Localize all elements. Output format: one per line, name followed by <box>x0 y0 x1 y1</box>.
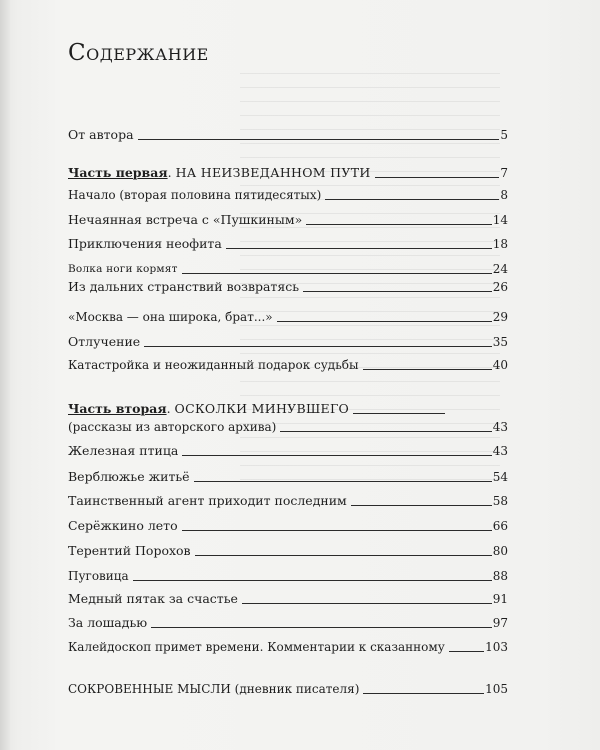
toc-entry-label: Катастройка и неожиданный подарок судьбы <box>68 358 359 372</box>
toc-page-number: 5 <box>500 128 508 142</box>
toc-entry-label: Отлучение <box>68 334 141 349</box>
toc-entry-label: Калейдоскоп примет времени. Комментарии к сказанному <box>68 640 445 654</box>
toc-entry[interactable] <box>68 490 508 508</box>
toc-entry-label: Нечаянная встреча с «Пушкиным» <box>68 212 303 227</box>
toc-entry[interactable] <box>68 466 508 484</box>
page-binding-shadow <box>0 0 10 750</box>
toc-entry[interactable] <box>68 276 508 294</box>
toc-entry[interactable] <box>68 416 508 434</box>
dot-leader <box>194 480 492 482</box>
toc-page-number: 80 <box>492 544 508 558</box>
part-title: НА НЕИЗВЕДАННОМ ПУТИ <box>175 165 371 180</box>
dot-leader <box>351 504 492 506</box>
toc-entry[interactable] <box>68 440 508 458</box>
toc-part-heading[interactable]: Часть первая. НА НЕИЗВЕДАННОМ ПУТИ 7 <box>68 165 508 180</box>
toc-entry-label: Таинственный агент приходит последним <box>68 493 347 508</box>
dot-leader <box>226 247 492 249</box>
toc-entry-label: Железная птица <box>68 443 179 458</box>
dot-leader <box>375 176 500 178</box>
underline-rule <box>353 412 445 414</box>
dot-leader <box>242 602 492 604</box>
dot-leader <box>277 320 492 322</box>
toc-entry-label: Серёжкино лето <box>68 518 178 533</box>
dot-leader <box>182 454 491 456</box>
dot-leader <box>144 345 492 347</box>
dot-leader <box>138 138 500 140</box>
toc-entry[interactable] <box>68 124 508 142</box>
toc-page-number: 43 <box>492 420 508 434</box>
toc-entry[interactable] <box>68 306 508 324</box>
part-number: Часть вторая <box>68 401 167 416</box>
toc-page-number: 35 <box>492 335 508 349</box>
toc-page-number: 97 <box>492 616 508 630</box>
toc-page-number: 29 <box>492 310 508 324</box>
toc-entry-label: От автора <box>68 127 134 142</box>
toc-entry[interactable] <box>68 588 508 606</box>
toc-page-number: 91 <box>492 592 508 606</box>
toc-entry[interactable] <box>68 515 508 533</box>
toc-entry[interactable] <box>68 612 508 630</box>
toc-entry-label: Пуговица <box>68 569 129 583</box>
toc-entry-label: СОКРОВЕННЫЕ МЫСЛИ (дневник писателя) <box>68 682 360 696</box>
toc-page-number: 58 <box>492 494 508 508</box>
toc-entry[interactable] <box>68 331 508 349</box>
part-number: Часть первая <box>68 165 168 180</box>
toc-entry-label: Медный пятак за счастье <box>68 591 238 606</box>
toc-page-number: 103 <box>485 640 508 654</box>
dot-leader <box>303 290 492 292</box>
toc-entry-label: (рассказы из авторского архива) <box>68 420 277 434</box>
table-of-contents <box>68 0 508 750</box>
dot-leader <box>449 650 484 652</box>
toc-page-number: 66 <box>492 519 508 533</box>
toc-entry[interactable] <box>68 209 508 227</box>
dot-leader <box>325 198 499 200</box>
dot-leader <box>195 554 492 556</box>
dot-leader <box>182 272 492 274</box>
toc-page-number: 105 <box>485 682 508 696</box>
dot-leader <box>133 579 492 581</box>
toc-page-number: 7 <box>500 166 508 180</box>
toc-part-heading[interactable]: Часть вторая. ОСКОЛКИ МИНУВШЕГО <box>68 398 508 416</box>
toc-entry-label: Терентий Порохов <box>68 543 191 558</box>
toc-entry-label: Верблюжье житьё <box>68 469 190 484</box>
dot-leader <box>306 223 492 225</box>
toc-page-number: 26 <box>492 280 508 294</box>
toc-page-number: 14 <box>492 213 508 227</box>
toc-page-number: 40 <box>492 358 508 372</box>
toc-page-number: 8 <box>500 188 508 202</box>
page-title: Содержание <box>68 40 209 66</box>
part-title: ОСКОЛКИ МИНУВШЕГО <box>174 401 350 416</box>
toc-entry[interactable] <box>68 678 508 696</box>
toc-page-number: 43 <box>492 444 508 458</box>
toc-entry-label: За лошадью <box>68 615 148 630</box>
toc-entry-label: Приключения неофита <box>68 236 222 251</box>
toc-entry[interactable] <box>68 258 508 276</box>
toc-entry[interactable] <box>68 184 508 202</box>
dot-leader <box>151 626 492 628</box>
dot-leader <box>363 368 492 370</box>
toc-page-number: 54 <box>492 470 508 484</box>
dot-leader <box>182 529 492 531</box>
toc-entry[interactable] <box>68 354 508 372</box>
toc-entry[interactable] <box>68 540 508 558</box>
toc-page-number: 88 <box>492 569 508 583</box>
toc-entry[interactable] <box>68 233 508 251</box>
toc-entry-label: Волка ноги кормят <box>68 263 178 275</box>
toc-entry[interactable] <box>68 565 508 583</box>
toc-entry-label: Начало (вторая половина пятидесятых) <box>68 188 322 202</box>
toc-entry[interactable] <box>68 636 508 654</box>
toc-page-number: 18 <box>492 237 508 251</box>
dot-leader <box>363 692 484 694</box>
dot-leader <box>280 430 491 432</box>
toc-page-number: 24 <box>492 262 508 276</box>
toc-entry-label: «Москва — она широка, брат...» <box>68 310 273 324</box>
toc-entry-label: Из дальних странствий возвратясь <box>68 279 300 294</box>
